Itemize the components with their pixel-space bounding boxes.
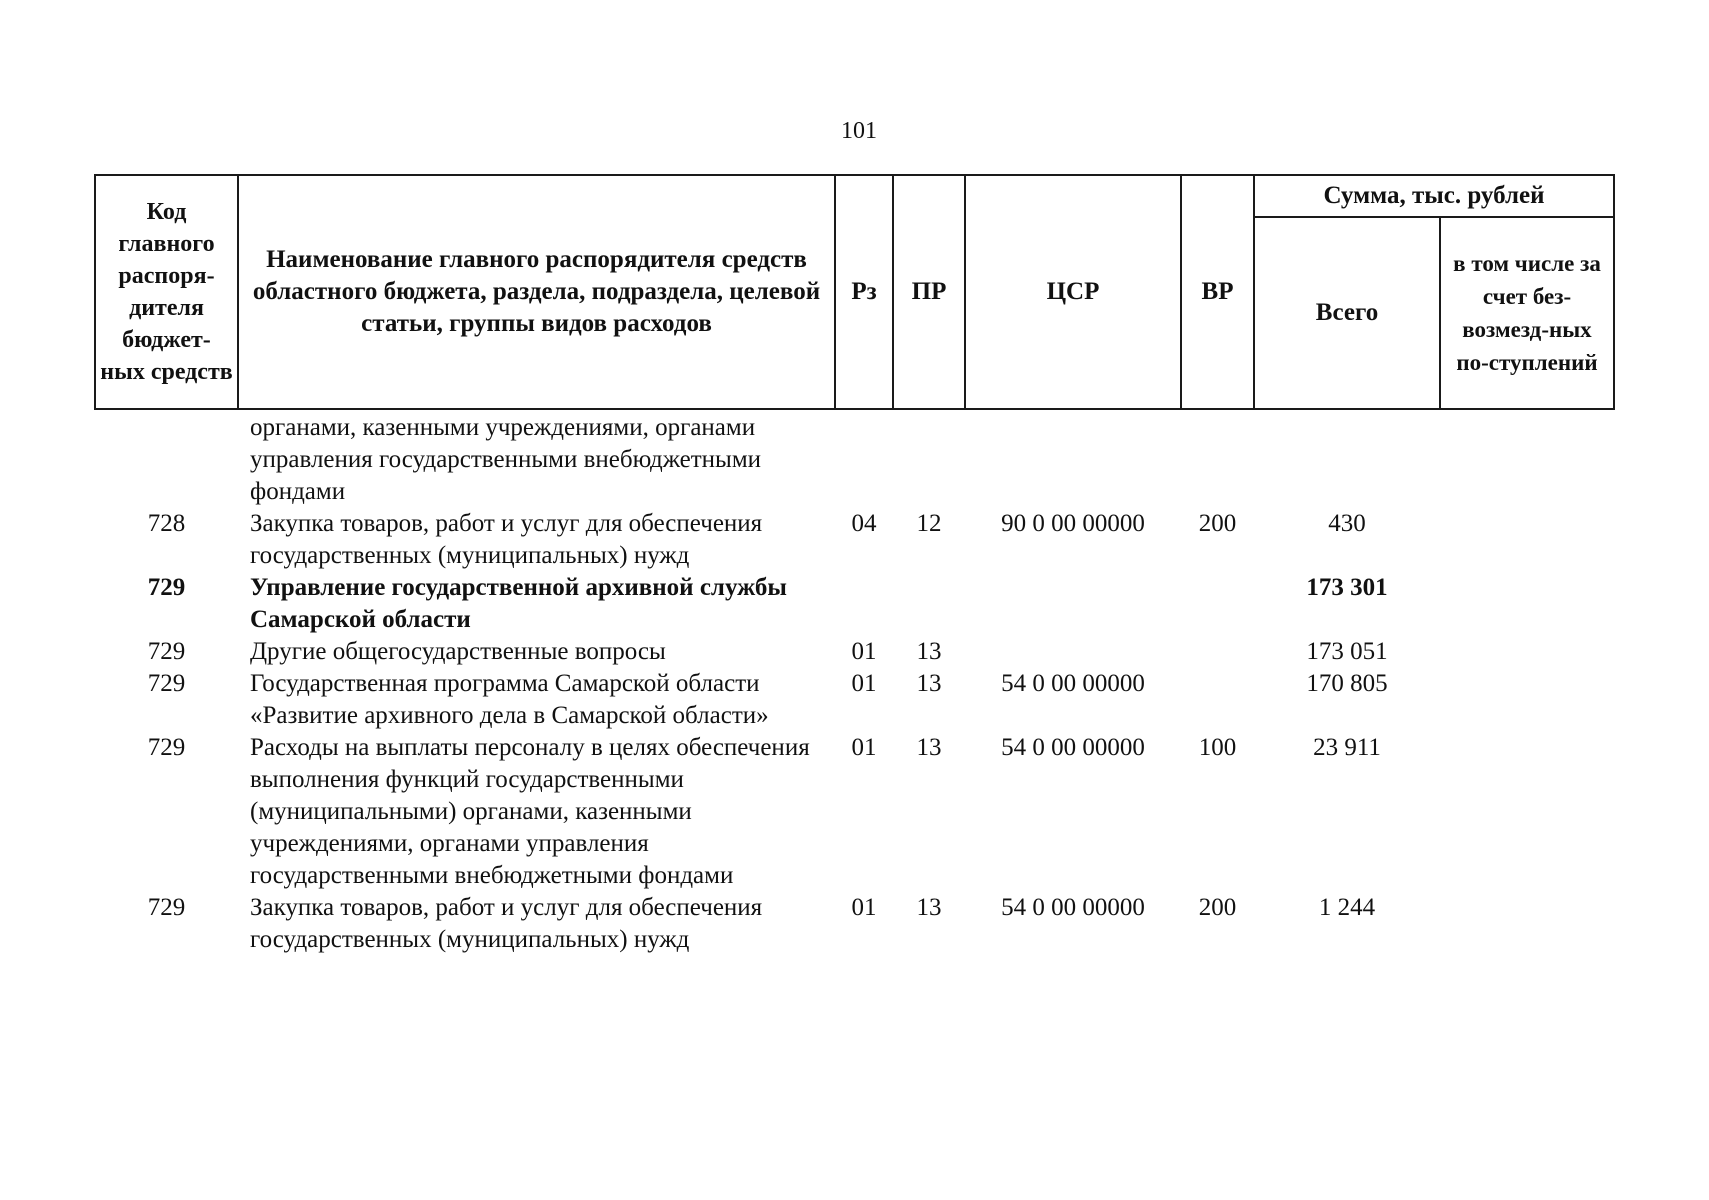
cell-vr: 200: [1198, 510, 1237, 537]
table-row: [95, 668, 1614, 732]
cell-incl: [1440, 508, 1614, 572]
cell-csr: [965, 572, 1181, 636]
cell-rz: 04: [851, 510, 877, 537]
cell-vr: 200: [1198, 894, 1237, 921]
table-row: [95, 409, 1614, 508]
cell-vr: 100: [1198, 734, 1237, 761]
budget-table: [94, 174, 1615, 956]
cell-csr: 54 0 00 00000: [1001, 670, 1145, 697]
cell-name: Закупка товаров, работ и услуг для обеспечения государственных (муниципальных) нужд: [250, 510, 763, 569]
header-incl: в том числе за счет без-возмезд-ных по-ступлений: [1440, 217, 1614, 409]
cell-pr: 13: [916, 638, 942, 665]
cell-code: 728: [147, 510, 186, 537]
cell-rz: 01: [851, 894, 877, 921]
cell-incl: [1440, 572, 1614, 636]
cell-total: 173 301: [1306, 574, 1388, 601]
cell-name: органами, казенными учреждениями, органами управления государственными внебюджетными фондами: [250, 414, 762, 505]
header-pr: ПР: [893, 175, 965, 409]
cell-vr: [1181, 668, 1254, 732]
table-row: [95, 636, 1614, 668]
cell-total: 430: [1328, 510, 1366, 537]
cell-total: 170 805: [1306, 670, 1388, 697]
cell-csr: 90 0 00 00000: [1001, 510, 1145, 537]
cell-code: 729: [147, 574, 186, 601]
table-row: [95, 892, 1614, 956]
cell-incl: [1440, 636, 1614, 668]
cell-total: 1 244: [1318, 894, 1376, 921]
table-row: [95, 508, 1614, 572]
cell-pr: 12: [916, 510, 942, 537]
cell-name: Государственная программа Самарской области «Развитие архивного дела в Самарской области»: [250, 670, 769, 729]
header-rz: Рз: [835, 175, 893, 409]
header-vr: ВР: [1181, 175, 1254, 409]
cell-pr: 13: [916, 894, 942, 921]
cell-rz: 01: [851, 734, 877, 761]
table-body: [95, 409, 1614, 956]
cell-rz: 01: [851, 638, 877, 665]
cell-total: [1254, 409, 1440, 508]
cell-incl: [1440, 409, 1614, 508]
cell-code: 729: [147, 638, 186, 665]
cell-name: Расходы на выплаты персоналу в целях обеспечения выполнения функций государственными (муниципальными) органами, казенными учреждениями, органами управления государственными внебюджетными фондами: [250, 734, 810, 889]
cell-vr: [1181, 636, 1254, 668]
cell-csr: [965, 409, 1181, 508]
cell-pr: [893, 572, 965, 636]
table-row: [95, 732, 1614, 892]
cell-name: Управление государственной архивной службы Самарской области: [250, 574, 787, 633]
cell-incl: [1440, 732, 1614, 892]
cell-code: 729: [147, 734, 186, 761]
cell-rz: [835, 409, 893, 508]
cell-code: 729: [147, 670, 186, 697]
cell-csr: [965, 636, 1181, 668]
header-sum: Сумма, тыс. рублей: [1254, 175, 1614, 217]
header-code: Код главного распоря-дителя бюджет-ных средств: [95, 175, 238, 409]
cell-rz: 01: [851, 670, 877, 697]
cell-code: 729: [147, 894, 186, 921]
cell-incl: [1440, 668, 1614, 732]
cell-pr: 13: [916, 670, 942, 697]
table-header: [95, 175, 1614, 409]
header-name: Наименование главного распорядителя средств областного бюджета, раздела, подраздела, целевой статьи, группы видов расходов: [238, 175, 835, 409]
cell-total: 23 911: [1313, 734, 1381, 761]
cell-incl: [1440, 892, 1614, 956]
cell-csr: 54 0 00 00000: [1001, 894, 1145, 921]
page-number: 101: [841, 118, 877, 144]
cell-name: Другие общегосударственные вопросы: [250, 638, 666, 665]
cell-csr: 54 0 00 00000: [1001, 734, 1145, 761]
cell-pr: [893, 409, 965, 508]
cell-name: Закупка товаров, работ и услуг для обеспечения государственных (муниципальных) нужд: [250, 894, 763, 953]
cell-code: [95, 409, 238, 508]
cell-vr: [1181, 409, 1254, 508]
header-csr: ЦСР: [965, 175, 1181, 409]
header-total: Всего: [1254, 217, 1440, 409]
cell-rz: [835, 572, 893, 636]
cell-total: 173 051: [1306, 638, 1388, 665]
cell-pr: 13: [916, 734, 942, 761]
cell-vr: [1181, 572, 1254, 636]
table-row: [95, 572, 1614, 636]
